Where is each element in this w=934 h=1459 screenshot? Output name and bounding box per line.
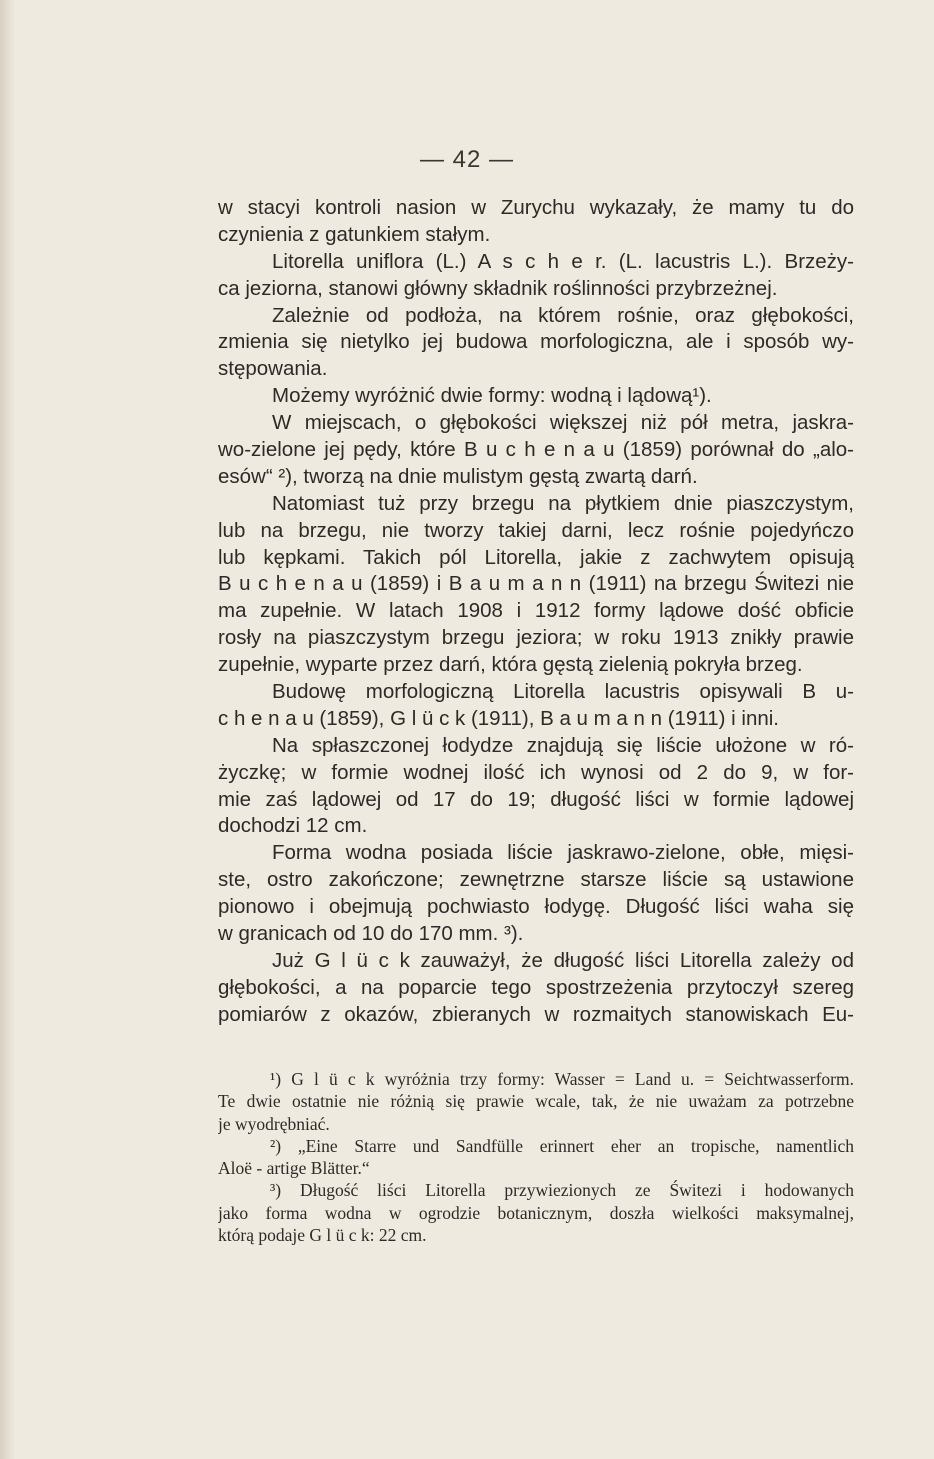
- footnote-line: Te dwie ostatnie nie różnią się prawie wcale, tak, że nie uważam za potrzebne: [218, 1091, 854, 1112]
- text-line: zmienia się nietylko jej budowa morfologiczna, ale i sposób wy-: [218, 330, 854, 354]
- text-line: Możemy wyróżnić dwie formy: wodną i lądową¹).: [272, 384, 712, 408]
- text-line: Budowę morfologiczną Litorella lacustris opisywali B u-: [272, 680, 854, 704]
- text-line: esów“ ²), tworzą na dnie mulistym gęstą zwartą darń.: [218, 464, 698, 488]
- text-line: mie zaś lądowej od 17 do 19; długość liści w formie lądowej: [218, 787, 854, 811]
- text-line: wo-zielone jej pędy, które B u c h e n a u (1859) porównał do „alo-: [218, 438, 854, 462]
- text-line: stępowania.: [218, 357, 328, 381]
- footnotes: [218, 1068, 854, 1246]
- footnote-line: którą podaje G l ü c k: 22 cm.: [218, 1225, 427, 1246]
- text-line: w stacyi kontroli nasion w Zurychu wykazały, że mamy tu do: [218, 196, 854, 219]
- text-line: życzkę; w formie wodnej ilość ich wynosi od 2 do 9, w for-: [218, 760, 854, 784]
- footnote-line: ²) „Eine Starre und Sandfülle erinnert eher an tropische, namentlich: [270, 1135, 854, 1156]
- text-line: pionowo i obejmują pochwiasto łodygę. Długość liści waha się: [218, 895, 854, 919]
- text-line: B u c h e n a u (1859) i B a u m a n n (1911) na brzegu Świtezi nie: [218, 572, 854, 596]
- text-line: ma zupełnie. W latach 1908 i 1912 formy lądowe dość obficie: [218, 599, 854, 623]
- text-line: c h e n a u (1859), G l ü c k (1911), B a u m a n n (1911) i inni.: [218, 706, 779, 730]
- text-line: pomiarów z okazów, zbieranych w rozmaitych stanowiskach Eu-: [218, 1002, 854, 1026]
- text-line: lub na brzegu, nie tworzy takiej darni, lecz rośnie pojedyńczo: [218, 518, 854, 542]
- footnote-line: ¹) G l ü c k wyróżnia trzy formy: Wasser = Land u. = Seichtwasserform.: [270, 1069, 854, 1089]
- footnote-line: Aloë - artige Blätter.“: [218, 1158, 370, 1179]
- text-line: w granicach od 10 do 170 mm. ³).: [218, 922, 524, 946]
- page-binding-edge: [0, 0, 16, 1459]
- footnote-line: jako forma wodna w ogrodzie botanicznym, doszła wielkości maksymalnej,: [218, 1202, 854, 1223]
- text-line: Litorella uniflora (L.) A s c h e r. (L. lacustris L.). Brzeży-: [272, 249, 854, 273]
- text-line: czynienia z gatunkiem stałym.: [218, 222, 491, 246]
- body-text: [218, 195, 854, 1029]
- text-line: dochodzi 12 cm.: [218, 814, 368, 838]
- text-line: zupełnie, wyparte przez darń, która gęstą zielenią pokryła brzeg.: [218, 653, 803, 677]
- text-line: rosły na piaszczystym brzegu jeziora; w roku 1913 znikły prawie: [218, 626, 854, 650]
- footnote-line: ³) Długość liści Litorella przywiezionych ze Świtezi i hodowanych: [270, 1180, 854, 1201]
- text-line: Zależnie od podłoża, na którem rośnie, oraz głębokości,: [272, 303, 854, 327]
- text-line: W miejscach, o głębokości większej niż pół metra, jaskra-: [272, 411, 854, 435]
- text-line: ca jeziorna, stanowi główny składnik roślinności przybrzeżnej.: [218, 276, 778, 300]
- text-line: Natomiast tuż przy brzegu na płytkiem dnie piaszczystym,: [272, 491, 854, 515]
- text-line: Już G l ü c k zauważył, że długość liści Litorella zależy od: [272, 948, 854, 972]
- text-line: Forma wodna posiada liście jaskrawo-zielone, obłe, mięsi-: [272, 841, 854, 865]
- page-number: — 42 —: [419, 146, 515, 173]
- text-line: lub kępkami. Takich pól Litorella, jakie z zachwytem opisują: [218, 545, 854, 569]
- text-line: ste, ostro zakończone; zewnętrzne starsze liście są ustawione: [218, 868, 854, 892]
- text-line: głębokości, a na poparcie tego spostrzeżenia przytoczył szereg: [218, 975, 854, 999]
- text-line: Na spłaszczonej łodydze znajdują się liście ułożone w ró-: [272, 733, 854, 757]
- footnote-line: je wyodrębniać.: [218, 1113, 330, 1134]
